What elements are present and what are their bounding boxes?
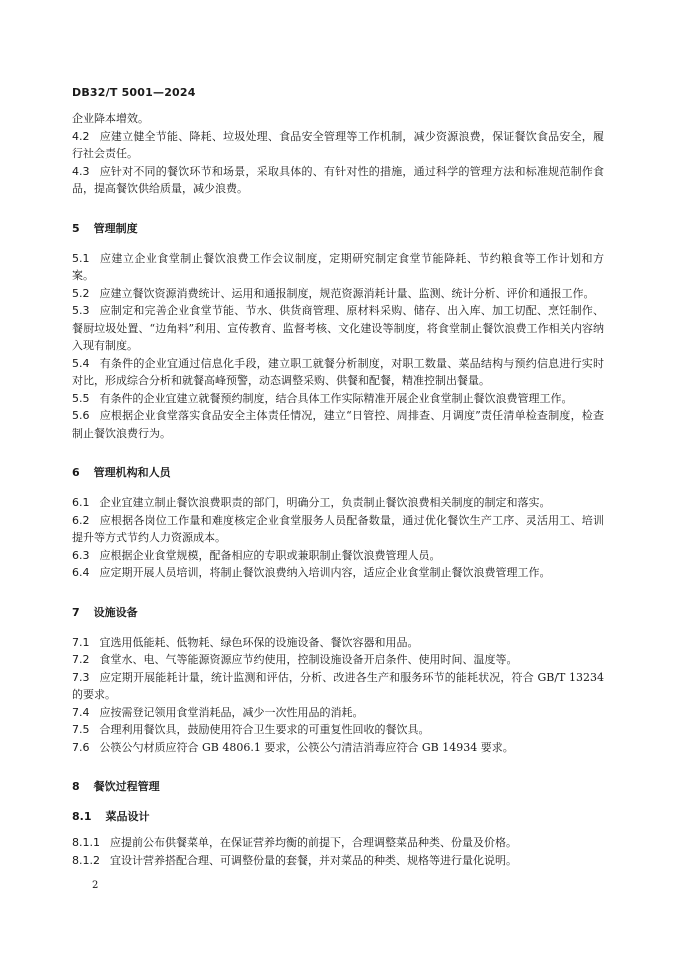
- clause-number: 5.5: [72, 391, 90, 405]
- clause-text: 菜品设计: [105, 810, 150, 823]
- clause-text: 有条件的企业宜建立就餐预约制度，结合具体工作实际精准开展企业食堂制止餐饮浪费管理工作。: [99, 391, 573, 405]
- clause-paragraph: [72, 721, 604, 739]
- clause-number: 5.2: [72, 286, 90, 300]
- clause-text: 管理制度: [93, 221, 138, 235]
- clause-paragraph: [72, 390, 604, 408]
- clause-paragraph: [72, 512, 604, 547]
- document-code-header: DB32/T 5001—2024: [72, 86, 196, 99]
- clause-paragraph: [72, 494, 604, 512]
- clause-number: 6.4: [72, 566, 90, 579]
- clause-text: 应根据企业食堂规模，配备相应的专职或兼职制止餐饮浪费管理人员。: [99, 548, 441, 562]
- clause-text: 企业宜建立制止餐饮浪费职责的部门，明确分工，负责制止餐饮浪费相关制度的制定和落实。: [99, 496, 551, 509]
- clause-number: 6.3: [72, 548, 90, 562]
- clause-paragraph: [72, 834, 604, 852]
- clause-paragraph: [72, 739, 604, 757]
- section-heading: [72, 604, 604, 620]
- clause-paragraph: [72, 285, 604, 303]
- clause-number: 8.1: [72, 810, 92, 823]
- clause-paragraph: [72, 634, 604, 652]
- clause-text: 应针对不同的餐饮环节和场景，采取具体的、有针对性的措施，通过科学的管理方法和标准规范制作食品，提高餐饮供给质量，减少浪费。: [72, 164, 604, 195]
- clause-text: 宜选用低能耗、低物耗、绿色环保的设施设备、餐饮容器和用品。: [99, 635, 419, 649]
- clause-paragraph: [72, 669, 604, 704]
- clause-number: 8: [72, 780, 80, 793]
- clause-paragraph: [72, 852, 604, 870]
- clause-number: 5.4: [72, 356, 90, 370]
- clause-number: 5.1: [72, 251, 90, 265]
- clause-number: 7: [72, 605, 80, 619]
- clause-number: 5.3: [72, 304, 90, 317]
- clause-text: 应建立健全节能、降耗、垃圾处理、食品安全管理等工作机制，减少资源浪费，保证餐饮食品安全，履行社会责任。: [72, 129, 604, 160]
- clause-number: 7.5: [72, 723, 90, 736]
- clause-text: 管理机构和人员: [93, 466, 171, 479]
- clause-number: 8.1.2: [72, 853, 100, 867]
- clause-text: 应根据各岗位工作量和难度核定企业食堂服务人员配备数量，通过优化餐饮生产工序、灵活用工、培训提升等方式节约人力资源成本。: [72, 513, 604, 544]
- clause-number: 7.6: [72, 740, 90, 754]
- clause-paragraph: [72, 651, 604, 669]
- clause-number: 7.2: [72, 653, 90, 666]
- section-heading: [72, 464, 604, 480]
- page-number: 2: [92, 880, 99, 891]
- clause-number: 7.3: [72, 670, 90, 684]
- clause-text: 应建立餐饮资源消费统计、运用和通报制度，规范资源消耗计量、监测、统计分析、评价和通报工作。: [99, 286, 595, 300]
- subsection-heading: [72, 808, 604, 824]
- clause-text: 食堂水、电、气等能源资源应节约使用，控制设施设备开启条件、使用时间、温度等。: [99, 653, 518, 666]
- clause-paragraph: [72, 302, 604, 355]
- clause-paragraph: [72, 250, 604, 285]
- clause-text: 应按需登记领用食堂消耗品，减少一次性用品的消耗。: [99, 705, 364, 719]
- clause-text: 宜设计营养搭配合理、可调整份量的套餐，并对菜品的种类、规格等进行量化说明。: [110, 853, 517, 867]
- clause-text: 应定期开展能耗计量，统计监测和评估，分析、改进各生产和服务环节的能耗状况，符合 GB/T 13234 的要求。: [72, 670, 604, 701]
- clause-paragraph: [72, 128, 604, 163]
- clause-text: 设施设备: [93, 605, 138, 619]
- clause-paragraph: [72, 407, 604, 442]
- clause-paragraph: [72, 110, 604, 128]
- clause-number: 8.1.1: [72, 836, 100, 849]
- clause-text: 应定期开展人员培训，将制止餐饮浪费纳入培训内容，适应企业食堂制止餐饮浪费管理工作。: [99, 566, 551, 579]
- clause-text: 应建立企业食堂制止餐饮浪费工作会议制度，定期研究制定食堂节能降耗、节约粮食等工作计划和方案。: [72, 251, 604, 282]
- clause-number: 6.2: [72, 513, 90, 527]
- clause-text: 合理利用餐饮具，鼓励使用符合卫生要求的可重复性回收的餐饮具。: [99, 723, 430, 736]
- clause-text: 应根据企业食堂落实食品安全主体责任情况，建立“日管控、周排查、月调度”责任清单检查制度，检查制止餐饮浪费行为。: [72, 409, 604, 440]
- clause-number: 6.1: [72, 496, 90, 509]
- clause-number: 7.1: [72, 635, 90, 649]
- clause-number: 5: [72, 221, 80, 235]
- clause-number: 7.4: [72, 705, 90, 719]
- clause-paragraph: [72, 704, 604, 722]
- clause-paragraph: [72, 564, 604, 582]
- clause-number: 5.6: [72, 409, 90, 422]
- clause-number: 4.2: [72, 129, 90, 143]
- clause-text: 餐饮过程管理: [93, 780, 160, 793]
- section-heading: [72, 778, 604, 794]
- clause-number: 6: [72, 466, 80, 479]
- clause-text: 公筷公勺材质应符合 GB 4806.1 要求，公筷公勺清洁消毒应符合 GB 14934 要求。: [99, 740, 514, 754]
- clause-number: 4.3: [72, 164, 90, 178]
- document-body: [72, 110, 604, 869]
- clause-paragraph: [72, 163, 604, 198]
- clause-text: 应制定和完善企业食堂节能、节水、供货商管理、原材料采购、储存、出入库、加工切配、烹饪制作、餐厨垃圾处置、“边角料”利用、宣传教育、监督考核、文化建设等制度，将食堂制止餐饮浪费工作相关内容纳入现有制度。: [72, 304, 604, 352]
- section-heading: [72, 220, 604, 236]
- clause-text: 有条件的企业宜通过信息化手段，建立职工就餐分析制度，对职工数量、菜品结构与预约信息进行实时对比，形成综合分析和就餐高峰预警，动态调整采购、供餐和配餐，精准控制出餐量。: [72, 356, 604, 387]
- clause-text: 应提前公布供餐菜单，在保证营养均衡的前提下，合理调整菜品种类、份量及价格。: [110, 836, 517, 849]
- clause-paragraph: [72, 355, 604, 390]
- clause-text: 企业降本增效。: [72, 112, 149, 125]
- clause-paragraph: [72, 547, 604, 565]
